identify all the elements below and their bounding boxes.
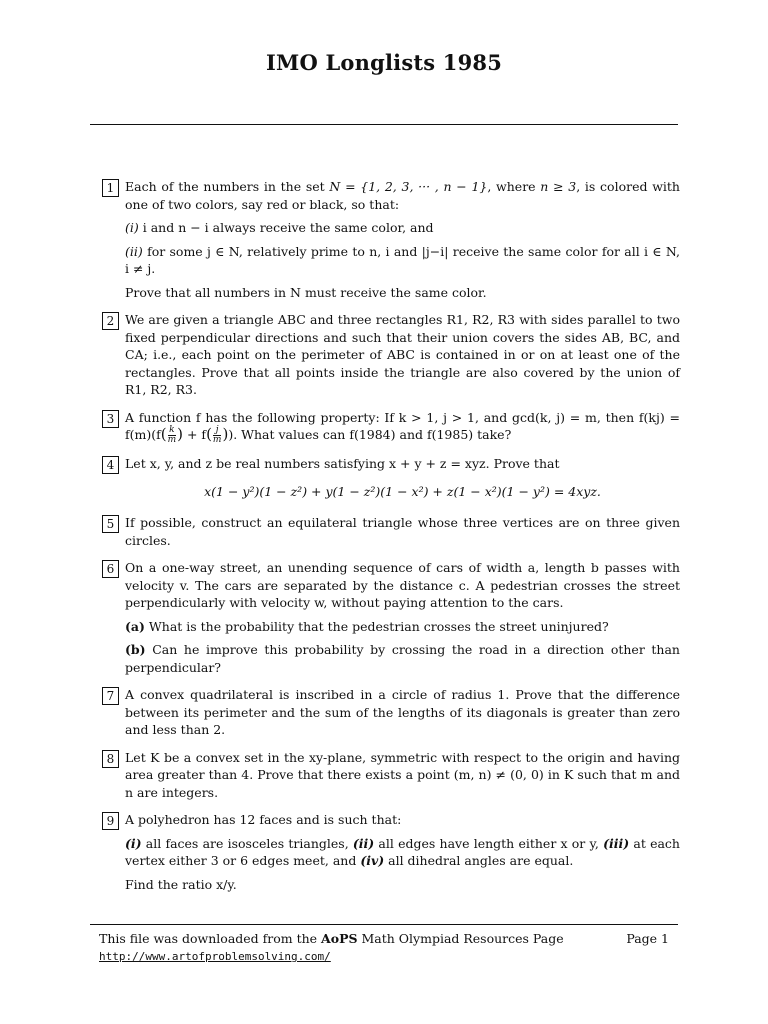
problem-body (125, 811, 680, 893)
part-label: (a) (125, 618, 145, 634)
item-label: (i) (125, 220, 139, 235)
fraction-denominator: m (167, 435, 177, 445)
problem-7 (102, 686, 680, 739)
fraction-denominator: m (212, 435, 222, 445)
problem-4 (102, 455, 680, 504)
problem-list (102, 178, 680, 903)
part-text: Can he improve this probability by crossing the road in a direction other than perpendicular? (125, 642, 680, 675)
page-number: Page 1 (626, 931, 669, 946)
problem-number: 3 (102, 410, 119, 428)
condition-item (125, 243, 680, 278)
header-divider (90, 124, 678, 125)
math-expression: n ≥ 3 (540, 179, 577, 194)
text-segment: + f (183, 427, 207, 442)
footer-source (99, 930, 564, 947)
problem-body (125, 559, 680, 676)
paren-open: ( (160, 425, 167, 443)
item-text: at each vertex either 3 or 6 edges meet, and (125, 835, 680, 868)
page-footer (99, 930, 669, 965)
problem-number: 7 (102, 687, 119, 705)
problem-statement (125, 178, 680, 213)
problem-number: 4 (102, 456, 119, 474)
problem-part (125, 641, 680, 676)
problem-statement: If possible, construct an equilateral triangle whose three vertices are on three given circles. (125, 515, 680, 548)
problem-1 (102, 178, 680, 301)
problem-2 (102, 311, 680, 399)
problem-part (125, 618, 680, 636)
problem-body (125, 311, 680, 399)
problem-6 (102, 559, 680, 676)
problem-3 (102, 409, 680, 446)
problem-8 (102, 749, 680, 802)
text-segment: A function f has the following property: If k > 1, j > 1, and gcd(k, j) = m, then f(kj) = f(m)(f (125, 409, 680, 442)
item-text: i and n − i always receive the same color, and (142, 220, 434, 235)
problem-conclusion: Find the ratio x/y. (125, 876, 237, 892)
item-label: (i) (125, 835, 142, 851)
condition-item (125, 219, 680, 237)
fraction (168, 426, 177, 445)
footer-brand: AoPS (321, 931, 358, 946)
display-equation: x(1 − y²)(1 − z²) + y(1 − z²)(1 − x²) + z(1 − x²)(1 − y²) = 4xyz. (204, 483, 601, 499)
problem-number: 9 (102, 812, 119, 830)
item-text: for some j ∈ N, relatively prime to n, i and |j−i| receive the same color for all i ∈ N, i ≠ j. (125, 243, 680, 276)
text-segment: , where (487, 179, 541, 194)
fraction-numerator: j (215, 425, 219, 435)
problem-5 (102, 514, 680, 549)
problem-body (125, 455, 680, 504)
problem-conclusion: Prove that all numbers in N must receive the same color. (125, 284, 487, 300)
problem-number: 6 (102, 560, 119, 578)
math-expression: N = {1, 2, 3, ··· , n − 1} (329, 179, 488, 194)
footer-text: This file was downloaded from the (99, 931, 322, 946)
problem-statement: On a one-way street, an unending sequence of cars of width a, length b passes with velocity v. The cars are separated by the distance c. A pedestrian crosses the street perpendicularly with velocity w, without paying attention to the cars. (125, 560, 680, 610)
problem-9 (102, 811, 680, 893)
part-text: What is the probability that the pedestrian crosses the street uninjured? (148, 618, 609, 634)
footer-divider (90, 924, 678, 925)
paren-open: ( (206, 425, 212, 443)
item-text: all dihedral angles are equal. (384, 853, 574, 868)
problem-statement (125, 409, 680, 446)
item-label: (ii) (125, 243, 143, 259)
footer-row (99, 930, 669, 947)
problem-body (125, 409, 680, 446)
problem-statement: A convex quadrilateral is inscribed in a circle of radius 1. Prove that the difference between its perimeter and the sum of the lengths of its diagonals is greater than zero and less than 2. (125, 687, 680, 737)
problem-body (125, 749, 680, 802)
problem-number: 2 (102, 312, 119, 330)
problem-statement: A polyhedron has 12 faces and is such that: (125, 812, 402, 827)
text-segment: Each of the numbers in the set (125, 179, 330, 194)
part-label: (b) (125, 642, 146, 657)
footer-text: Math Olympiad Resources Page (357, 931, 564, 946)
condition-list (125, 835, 680, 870)
problem-number: 1 (102, 179, 119, 197)
item-label: (iii) (603, 835, 630, 851)
paren-close: ) (177, 425, 184, 443)
problem-statement: Let x, y, and z be real numbers satisfying x + y + z = xyz. Prove that (125, 456, 560, 471)
problem-body (125, 514, 680, 549)
page-title: IMO Longlists 1985 (265, 50, 503, 75)
problem-body (125, 178, 680, 301)
problem-number: 8 (102, 750, 119, 768)
item-text: all faces are isosceles triangles, (141, 835, 353, 851)
paren-close: ) (222, 425, 229, 443)
problem-number: 5 (102, 515, 119, 533)
footer-url-link[interactable]: http://www.artofproblemsolving.com/ (99, 950, 331, 963)
text-segment: ). What values can f(1984) and f(1985) take? (228, 427, 512, 442)
problem-statement: We are given a triangle ABC and three rectangles R1, R2, R3 with sides parallel to two fixed perpendicular directions and such that their union covers the sides AB, BC, and CA; i.e., each point on the perimeter of ABC is contained in or on at least one of the rectangles. Prove that all points inside the triangle are also covered by the union of R1, R2, R3. (125, 312, 680, 397)
item-label: (iv) (360, 853, 385, 868)
problem-body (125, 686, 680, 739)
item-text: all edges have length either x or y, (374, 835, 604, 851)
problem-statement: Let K be a convex set in the xy-plane, symmetric with respect to the origin and having area greater than 4. Prove that there exists a point (m, n) ≠ (0, 0) in K such that m and n are integers. (125, 749, 680, 800)
item-label: (ii) (352, 835, 375, 851)
text-segment: , is colored with one of two colors, say red or black, so that: (125, 179, 680, 212)
fraction-numerator: k (169, 425, 175, 435)
fraction (213, 426, 222, 445)
footer-url-row (99, 947, 669, 965)
